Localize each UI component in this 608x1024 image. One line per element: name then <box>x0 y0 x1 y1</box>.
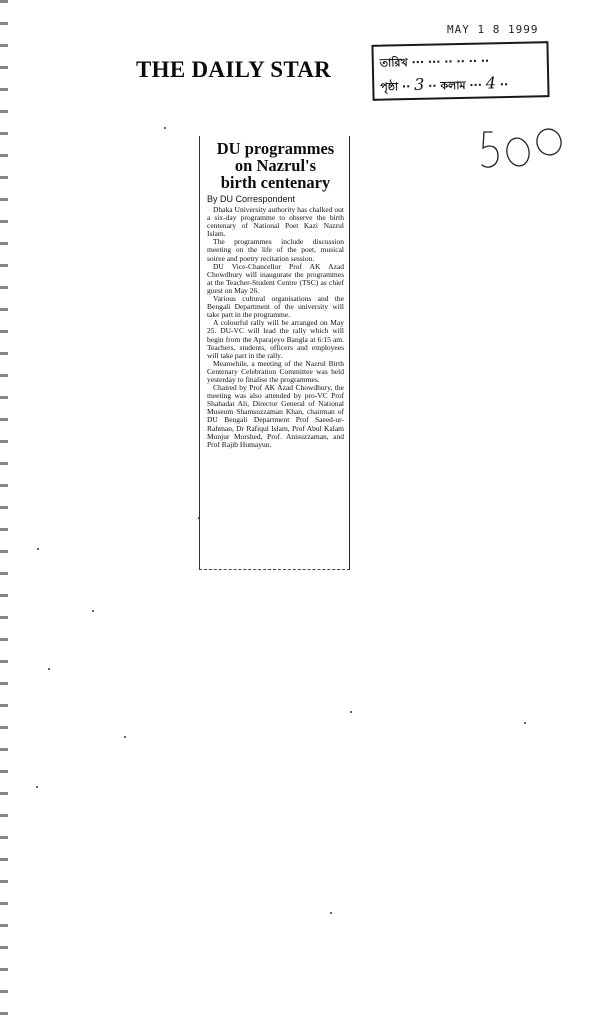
article-paragraph: The programmes include discussion meeting on the life of the poet, musical soiree and poetry recitation session. <box>207 237 344 263</box>
article-paragraph: DU Vice-Chancellor Prof AK Azad Chowdhury will inaugurate the programmes at the Teacher-Student Centre (TSC) as chief guest on May 26. <box>207 261 344 295</box>
scan-speck <box>92 610 94 612</box>
scan-speck <box>164 127 166 129</box>
newspaper-masthead: THE DAILY STAR <box>136 57 332 82</box>
headline-line: DU programmes <box>216 139 335 158</box>
article-headline <box>207 140 344 191</box>
scan-speck <box>350 711 352 713</box>
stamp-page-row: পৃষ্ঠা ·· 3 ·· কলাম ··· 4 ·· <box>380 73 509 94</box>
stamp-date-fill: ··· ··· ·· ·· ·· ·· <box>411 54 490 70</box>
article-paragraph: Various cultural organisations and the Bengali Department of the university will take part in the programme. <box>207 294 344 320</box>
stamp-page-label: পৃষ্ঠা <box>380 80 399 94</box>
headline-line: on Nazrul's <box>234 156 317 175</box>
scan-speck <box>36 786 38 788</box>
headline-line: birth centenary <box>220 173 331 192</box>
article-paragraph: A colourful rally will be arranged on May 25. DU-VC will lead the rally which will begin from the Aparajeyo Bangla at 6:15 am. Teachers, students, officers and employees will take part in the rally. <box>207 318 344 360</box>
handwritten-number <box>478 118 568 180</box>
scan-speck <box>48 668 50 670</box>
article-paragraph: Dhaka University authority has chalked out a six-day programme to observe the birth centenary of National Poet Kazi Nazrul Islam. <box>207 205 344 239</box>
stamp-column-number: 4 <box>485 73 497 93</box>
date-stamp: MAY 1 8 1999 <box>447 23 539 36</box>
stamp-page-number: 3 <box>413 74 425 94</box>
stamp-date-label: তারিখ <box>379 56 408 70</box>
archive-stamp <box>371 41 549 101</box>
article-paragraph: Meanwhile, a meeting of the Nazrul Birth Centenary Celebration Committee was held yesterday to finalise the programmes. <box>207 358 344 384</box>
scan-edge-noise <box>0 0 8 1024</box>
article-byline: By DU Correspondent <box>207 194 296 204</box>
scan-speck <box>524 722 526 724</box>
article-paragraph: Chaired by Prof AK Azad Chowdhury, the meeting was also attended by pro-VC Prof Shahadat Ali, Director General of National Museum Shamsuzzaman Khan, chairman of DU Bengali Department Prof Saeed-ur-Rahman, Dr Rafiqul Islam, Prof Abul Kalam Monjur Morshed, Prof. Anisuzzaman, and Prof Rajib Humayun. <box>207 383 344 449</box>
stamp-column-label: কলাম <box>440 78 466 93</box>
news-clipping <box>199 136 350 570</box>
scan-speck <box>124 736 126 738</box>
scan-speck <box>330 912 332 914</box>
scan-speck <box>37 548 39 550</box>
stamp-date-row <box>380 52 490 73</box>
scan-speck <box>198 517 200 519</box>
